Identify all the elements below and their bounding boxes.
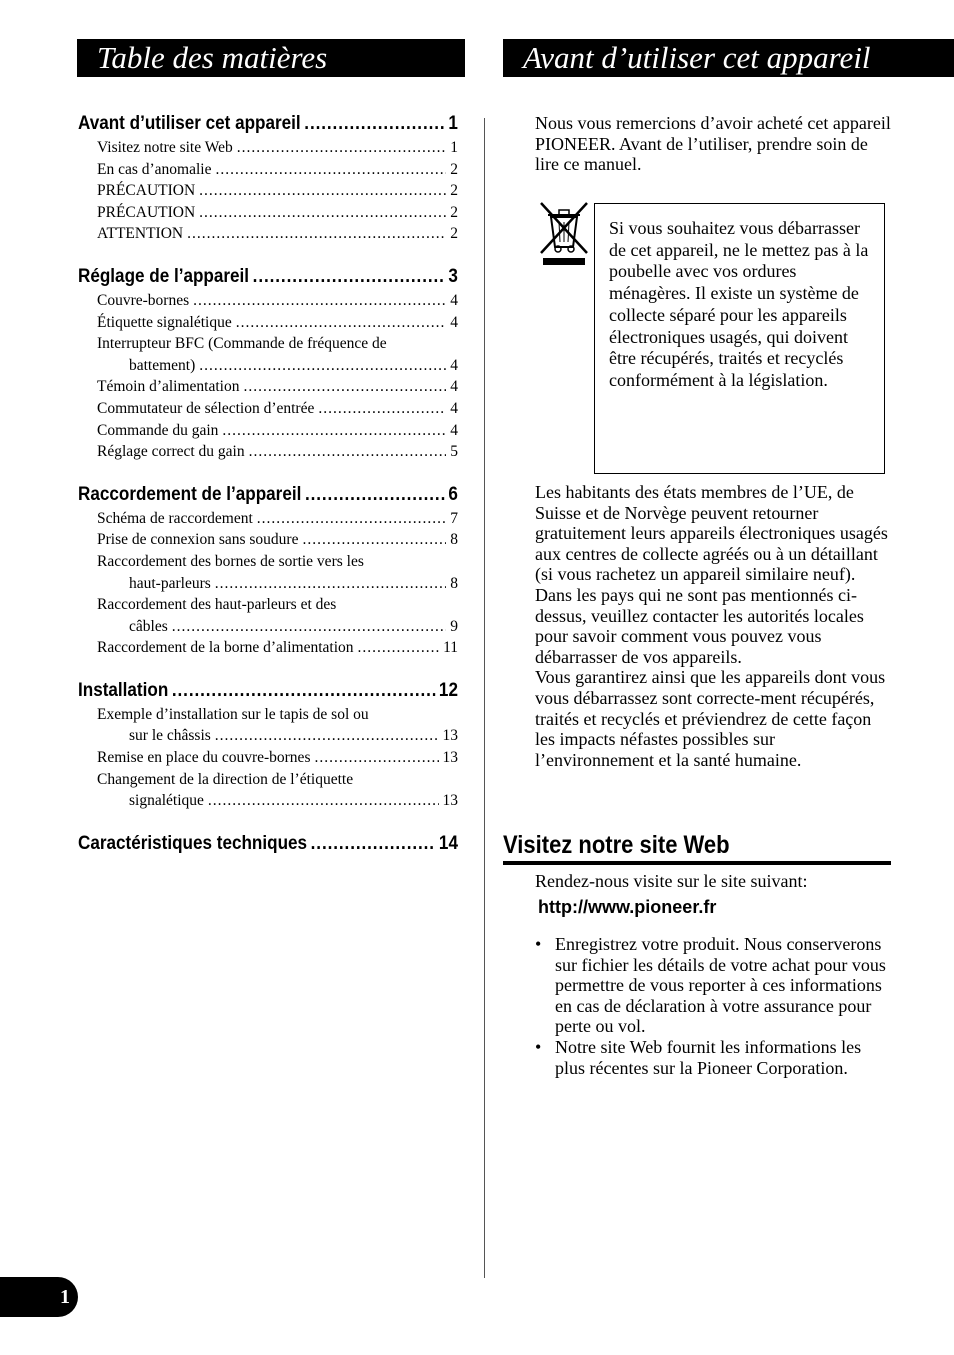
toc-section (78, 111, 458, 245)
toc-page-number: 11 (443, 639, 458, 657)
toc-page-number: 4 (450, 421, 458, 439)
toc-leader-dots (311, 831, 436, 857)
toc-leader-dots (199, 355, 446, 377)
bullet-marker: • (535, 1036, 542, 1057)
toc-page-number: 3 (448, 265, 458, 287)
toc-entry-label: Interrupteur BFC (Commande de fréquence de (97, 335, 387, 353)
list-item (535, 934, 890, 1037)
toc-section-title: Avant d’utiliser cet appareil (78, 113, 301, 134)
weee-notice-box (594, 203, 885, 474)
toc-page-number: 4 (450, 313, 458, 331)
toc-leader-dots (199, 202, 446, 224)
toc-entry-label: PRÉCAUTION (97, 203, 196, 221)
toc-page-number: 4 (450, 399, 458, 417)
toc-page-number: 9 (450, 617, 458, 635)
toc-section-heading[interactable] (78, 111, 458, 137)
toc-entry-label: Visitez notre site Web (97, 139, 233, 156)
toc-entry[interactable] (78, 137, 458, 159)
toc-leader-dots (193, 290, 446, 312)
toc-page-number: 2 (450, 182, 458, 200)
toc-entry-label: Commande du gain (97, 421, 219, 439)
toc-entry[interactable] (78, 223, 458, 245)
website-intro: Rendez-nous visite sur le site suivant: (535, 871, 808, 891)
toc-entry-label: Remise en place du couvre-bornes (97, 749, 311, 767)
page-number-tab: 1 (0, 1277, 78, 1317)
toc-page-number: 12 (438, 679, 458, 701)
toc-leader-dots (253, 264, 445, 290)
toc-leader-dots (215, 573, 446, 595)
toc-entry-label: Schéma de raccordement (97, 509, 253, 527)
toc-page-number: 4 (450, 291, 458, 309)
toc-entry[interactable] (78, 202, 458, 224)
toc-entry-label: Changement de la direction de l’étiquette (97, 770, 354, 788)
toc-entry[interactable] (78, 704, 458, 747)
toc-entry[interactable] (78, 551, 458, 594)
toc-leader-dots (236, 312, 447, 334)
table-of-contents (78, 111, 458, 876)
toc-leader-dots (172, 678, 435, 704)
toc-entry-label: Couvre-bornes (97, 291, 190, 309)
eu-paragraph: Les habitants des états membres de l’UE, de Suisse et de Norvège peuvent retourner gratuitement leurs appareils électroniques usagés aux centres de collecte agréés ou à un détaillant (si vous rachetez un appareil similaire neuf). (535, 482, 888, 585)
toc-page-number: 13 (442, 792, 458, 810)
toc-page-number: 8 (450, 531, 458, 549)
toc-section-heading[interactable] (78, 678, 458, 704)
toc-entry[interactable] (78, 333, 458, 376)
toc-entry-label-cont: câbles (129, 617, 168, 635)
toc-entry-label: Prise de connexion sans soudure (97, 531, 299, 549)
toc-leader-dots (208, 790, 439, 812)
toc-page-number: 5 (450, 443, 458, 461)
toc-section-title: Caractéristiques techniques (78, 832, 308, 854)
toc-entry[interactable] (78, 420, 458, 442)
bullet-text: Notre site Web fournit les informations les plus récentes sur la Pioneer Corporation. (555, 1036, 862, 1078)
toc-entry[interactable] (78, 769, 458, 812)
toc-entry-label: Exemple d’installation sur le tapis de sol ou (97, 705, 369, 723)
toc-page-number: 6 (448, 483, 458, 505)
toc-section-heading[interactable] (78, 264, 458, 290)
toc-leader-dots (318, 398, 446, 420)
toc-entry-label: En cas d’anomalie (97, 160, 212, 178)
toc-title-banner: Table des matières (77, 39, 465, 77)
toc-entry[interactable] (78, 290, 458, 312)
toc-leader-dots (302, 529, 446, 551)
toc-section-heading[interactable] (78, 831, 458, 857)
toc-section-title: Raccordement de l’appareil (78, 483, 302, 505)
eu-paragraph: Vous garantirez ainsi que les appareils dont vous vous débarrassez sont correcte-ment récupérés, traités et recyclés et préviendrez de cette façon les impacts néfastes possibles sur l’environnement et la santé humaine. (535, 667, 886, 770)
toc-leader-dots (257, 508, 446, 530)
toc-entry-label: Témoin d’alimentation (97, 378, 240, 396)
toc-leader-dots (305, 482, 445, 508)
toc-entry[interactable] (78, 594, 458, 637)
toc-page-number: 4 (450, 356, 458, 374)
toc-leader-dots (304, 111, 445, 137)
toc-page-number: 2 (450, 225, 458, 243)
toc-leader-dots (358, 637, 440, 659)
eu-disposal-text (535, 482, 895, 770)
toc-entry-label: Raccordement des haut-parleurs et des (97, 596, 337, 614)
toc-entry[interactable] (78, 747, 458, 769)
toc-page-number: 14 (438, 832, 458, 854)
toc-entry-label: Commutateur de sélection d’entrée (97, 399, 315, 417)
toc-section (78, 264, 458, 463)
toc-entry[interactable] (78, 441, 458, 463)
toc-entry[interactable] (78, 376, 458, 398)
toc-section-heading[interactable] (78, 482, 458, 508)
toc-section-title: Réglage de l’appareil (78, 265, 250, 287)
toc-entry[interactable] (78, 312, 458, 334)
section-title-banner: Avant d’utiliser cet appareil (503, 39, 954, 77)
website-heading-text: Visitez notre site Web (503, 831, 730, 859)
website-bullet-list (535, 934, 890, 1078)
toc-page-number: 2 (450, 203, 458, 221)
intro-block (535, 111, 895, 175)
toc-leader-dots (314, 747, 438, 769)
toc-leader-dots (215, 725, 439, 747)
toc-entry[interactable] (78, 637, 458, 659)
toc-entry[interactable] (78, 398, 458, 420)
toc-leader-dots (249, 441, 447, 463)
website-url-link[interactable]: http://www.pioneer.fr (538, 897, 717, 917)
toc-section (78, 482, 458, 659)
toc-page-number: 13 (442, 727, 458, 745)
toc-page-number: 7 (450, 509, 458, 527)
toc-entry-label: Étiquette signalétique (97, 313, 232, 331)
toc-entry[interactable] (78, 180, 458, 202)
toc-section (78, 678, 458, 812)
intro-paragraph: Nous vous remercions d’avoir acheté cet appareil PIONEER. Avant de l’utiliser, prendre soin de lire ce manuel. (535, 113, 891, 175)
toc-entry-label-cont: sur le châssis (129, 727, 211, 745)
toc-entry-label: Raccordement de la borne d’alimentation (97, 639, 354, 657)
bullet-marker: • (535, 934, 542, 954)
website-section-heading (503, 829, 891, 865)
toc-section-title: Installation (78, 679, 169, 701)
toc-section (78, 831, 458, 857)
toc-leader-dots (243, 376, 446, 398)
toc-entry-label-cont: haut-parleurs (129, 574, 211, 592)
toc-entry-label-cont: battement) (129, 356, 196, 374)
toc-page-number: 1 (450, 139, 458, 156)
bullet-text: Enregistrez votre produit. Nous conserverons sur fichier les détails de votre achat pour vous permettre de vous reporter à ces informations en cas de déclaration à votre assurance pour perte ou vol. (555, 934, 886, 1037)
toc-entry-label: ATTENTION (97, 225, 184, 243)
toc-page-number: 4 (450, 378, 458, 396)
toc-leader-dots (237, 137, 447, 159)
toc-page-number: 13 (442, 749, 458, 767)
toc-entry-label: Réglage correct du gain (97, 443, 245, 461)
toc-leader-dots (199, 180, 446, 202)
column-divider (484, 118, 485, 1278)
toc-leader-dots (187, 223, 446, 245)
toc-leader-dots (222, 420, 446, 442)
toc-page-number: 2 (450, 160, 458, 178)
weee-notice-text: Si vous souhaitez vous débarrasser de cet appareil, ne le mettez pas à la poubelle avec vos ordures ménagères. Il existe un système de collecte séparé pour les appareils électroniques usagés, qui doivent être récupérés, traités et recyclés conformément à la législation. (609, 218, 869, 390)
toc-entry-label: PRÉCAUTION (97, 182, 196, 200)
list-item (535, 1037, 890, 1078)
toc-page-number: 8 (450, 574, 458, 592)
toc-page-number: 1 (448, 113, 458, 134)
eu-paragraph: Dans les pays qui ne sont pas mentionnés ci-dessus, veuillez contacter les autorités locales pour savoir comment vous pouvez vous débarrasser de vos appareils. (535, 584, 864, 667)
toc-leader-dots (172, 616, 447, 638)
toc-entry[interactable] (78, 529, 458, 551)
toc-entry-label-cont: signalétique (129, 792, 204, 810)
toc-entry[interactable] (78, 159, 458, 181)
toc-leader-dots (215, 159, 446, 181)
toc-entry-label: Raccordement des bornes de sortie vers les (97, 552, 364, 570)
toc-entry[interactable] (78, 508, 458, 530)
crossed-out-wheelie-bin-icon (537, 201, 591, 267)
